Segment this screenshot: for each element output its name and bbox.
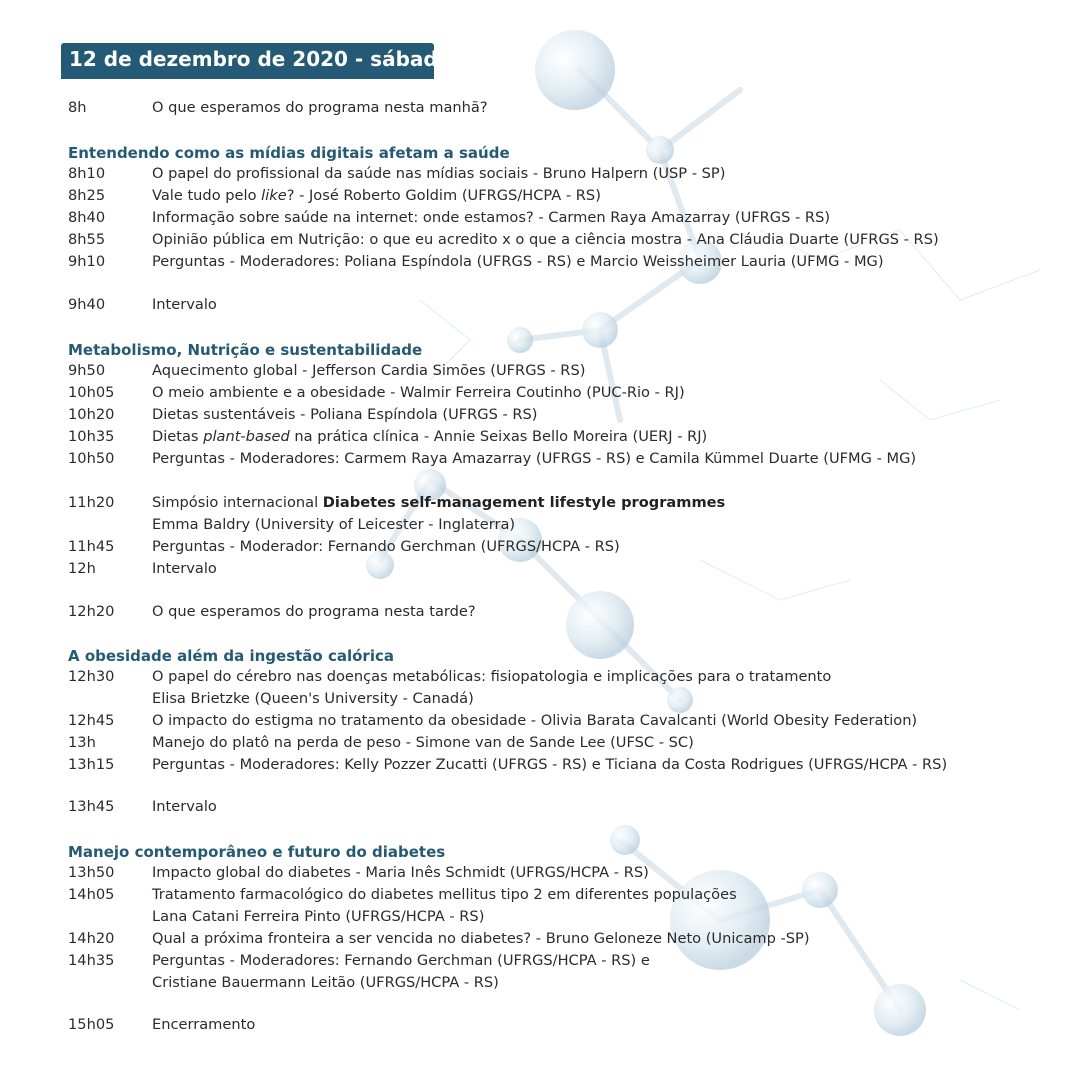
text-fragment: Dietas xyxy=(152,428,204,445)
date-header: 12 de dezembro de 2020 - sábado xyxy=(61,43,434,76)
schedule-description: Perguntas - Moderador: Fernando Gerchman (UFRGS/HCPA - RS) xyxy=(152,538,620,555)
schedule-row xyxy=(68,361,585,381)
schedule-time: 14h05 xyxy=(68,886,115,903)
schedule-row xyxy=(68,537,620,557)
schedule-description: Encerramento xyxy=(152,1016,256,1033)
schedule-time: 9h10 xyxy=(68,253,106,270)
schedule-time: 10h05 xyxy=(68,384,115,401)
schedule-row xyxy=(68,885,737,905)
section-title: A obesidade além da ingestão calórica xyxy=(68,647,394,665)
schedule-row xyxy=(68,602,476,622)
schedule-description: Manejo do platô na perda de peso - Simone van de Sande Lee (UFSC - SC) xyxy=(152,734,694,751)
text-fragment: Vale tudo pelo xyxy=(152,187,262,204)
schedule-description: O que esperamos do programa nesta manhã? xyxy=(152,99,488,116)
text-fragment: na prática clínica - Annie Seixas Bello Moreira (UERJ - RJ) xyxy=(289,428,708,445)
schedule-time: 11h45 xyxy=(68,538,115,555)
schedule-description: Perguntas - Moderadores: Fernando Gerchman (UFRGS/HCPA - RS) e xyxy=(152,952,650,969)
schedule-time: 13h50 xyxy=(68,864,115,881)
emphasis-text: like xyxy=(261,187,287,204)
section-title: Metabolismo, Nutrição e sustentabilidade xyxy=(68,341,423,359)
schedule-row xyxy=(68,230,939,250)
schedule-row xyxy=(68,1015,255,1035)
schedule-description: Informação sobre saúde na internet: onde estamos? - Carmen Raya Amazarray (UFRGS - RS) xyxy=(152,209,831,226)
schedule-row xyxy=(68,951,650,971)
schedule-time: 9h50 xyxy=(68,362,106,379)
schedule-time: 12h30 xyxy=(68,668,115,685)
schedule-row xyxy=(68,493,725,513)
schedule-description: O que esperamos do programa nesta tarde? xyxy=(152,603,476,620)
schedule-row xyxy=(68,383,685,403)
schedule-time: 10h35 xyxy=(68,428,115,445)
schedule-description: Perguntas - Moderadores: Carmem Raya Amazarray (UFRGS - RS) e Camila Kümmel Duarte (UFMG - MG) xyxy=(152,450,917,467)
schedule-row xyxy=(68,755,947,775)
schedule-row xyxy=(68,252,884,272)
schedule-continuation: Elisa Brietzke (Queen's University - Canadá) xyxy=(152,690,474,707)
schedule-description: Intervalo xyxy=(152,798,217,815)
schedule-description: Opinião pública em Nutrição: o que eu acredito x o que a ciência mostra - Ana Cláudia Duarte (UFRGS - RS) xyxy=(152,231,939,248)
schedule-description: Qual a próxima fronteira a ser vencida no diabetes? - Bruno Geloneze Neto (Unicamp -SP) xyxy=(152,930,810,947)
emphasis-text: plant-based xyxy=(203,428,290,445)
schedule-row xyxy=(68,863,649,883)
schedule-row xyxy=(68,295,217,315)
schedule-time: 8h40 xyxy=(68,209,106,226)
schedule-time: 10h20 xyxy=(68,406,115,423)
schedule-time: 10h50 xyxy=(68,450,115,467)
schedule-description xyxy=(152,187,601,204)
schedule-continuation: Cristiane Bauermann Leitão (UFRGS/HCPA - RS) xyxy=(152,974,499,991)
schedule-time: 11h20 xyxy=(68,494,115,511)
schedule-description: Dietas sustentáveis - Poliana Espíndola (UFRGS - RS) xyxy=(152,406,538,423)
section-title: Manejo contemporâneo e futuro do diabetes xyxy=(68,843,446,861)
schedule-row xyxy=(68,186,601,206)
schedule-time: 13h45 xyxy=(68,798,115,815)
schedule-row xyxy=(68,427,707,447)
text-fragment: ? - José Roberto Goldim (UFRGS/HCPA - RS) xyxy=(286,187,601,204)
schedule-description: O papel do cérebro nas doenças metabólicas: fisiopatologia e implicações para o tratamento xyxy=(152,668,832,685)
schedule-description: Perguntas - Moderadores: Kelly Pozzer Zucatti (UFRGS - RS) e Ticiana da Costa Rodrigues (UFRGS/HCPA - RS) xyxy=(152,756,948,773)
schedule-description: Impacto global do diabetes - Maria Inês Schmidt (UFRGS/HCPA - RS) xyxy=(152,864,649,881)
schedule-row xyxy=(68,797,217,817)
schedule-time: 12h45 xyxy=(68,712,115,729)
schedule-description xyxy=(152,494,725,511)
schedule-time: 8h55 xyxy=(68,231,106,248)
schedule-row xyxy=(68,208,830,228)
schedule-time: 8h10 xyxy=(68,165,106,182)
schedule-description xyxy=(152,428,707,445)
schedule-time: 15h05 xyxy=(68,1016,115,1033)
schedule-continuation: Lana Catani Ferreira Pinto (UFRGS/HCPA - RS) xyxy=(152,908,485,925)
schedule-time: 14h20 xyxy=(68,930,115,947)
schedule-description: Intervalo xyxy=(152,296,217,313)
schedule-time: 12h xyxy=(68,560,96,577)
schedule-time: 14h35 xyxy=(68,952,115,969)
schedule-row xyxy=(68,405,538,425)
schedule-row xyxy=(68,667,831,687)
schedule-row xyxy=(68,929,810,949)
schedule-description: O meio ambiente e a obesidade - Walmir Ferreira Coutinho (PUC-Rio - RJ) xyxy=(152,384,685,401)
schedule-description: Aquecimento global - Jefferson Cardia Simões (UFRGS - RS) xyxy=(152,362,586,379)
schedule-continuation: Emma Baldry (University of Leicester - Inglaterra) xyxy=(152,516,516,533)
symposium-title: Diabetes self-management lifestyle programmes xyxy=(322,494,726,511)
schedule-row xyxy=(68,733,694,753)
schedule-time: 13h15 xyxy=(68,756,115,773)
schedule-time: 8h xyxy=(68,99,87,116)
schedule-row xyxy=(68,559,217,579)
schedule-row xyxy=(68,449,916,469)
schedule-row xyxy=(68,164,725,184)
schedule-time: 13h xyxy=(68,734,96,751)
schedule-time: 9h40 xyxy=(68,296,106,313)
schedule-description: O papel do profissional da saúde nas mídias sociais - Bruno Halpern (USP - SP) xyxy=(152,165,726,182)
section-title: Entendendo como as mídias digitais afetam a saúde xyxy=(68,144,510,162)
schedule-time: 12h20 xyxy=(68,603,115,620)
schedule-description: Intervalo xyxy=(152,560,217,577)
text-fragment: Simpósio internacional xyxy=(152,494,323,511)
schedule-time: 8h25 xyxy=(68,187,106,204)
header-underline xyxy=(61,76,434,79)
schedule-description: Tratamento farmacológico do diabetes mellitus tipo 2 em diferentes populações xyxy=(152,886,737,903)
schedule-description: Perguntas - Moderadores: Poliana Espíndola (UFRGS - RS) e Marcio Weissheimer Lauria (UFMG - MG) xyxy=(152,253,884,270)
schedule-row xyxy=(68,98,488,118)
schedule-row xyxy=(68,711,917,731)
schedule-description: O impacto do estigma no tratamento da obesidade - Olivia Barata Cavalcanti (World Obesity Federation) xyxy=(152,712,918,729)
